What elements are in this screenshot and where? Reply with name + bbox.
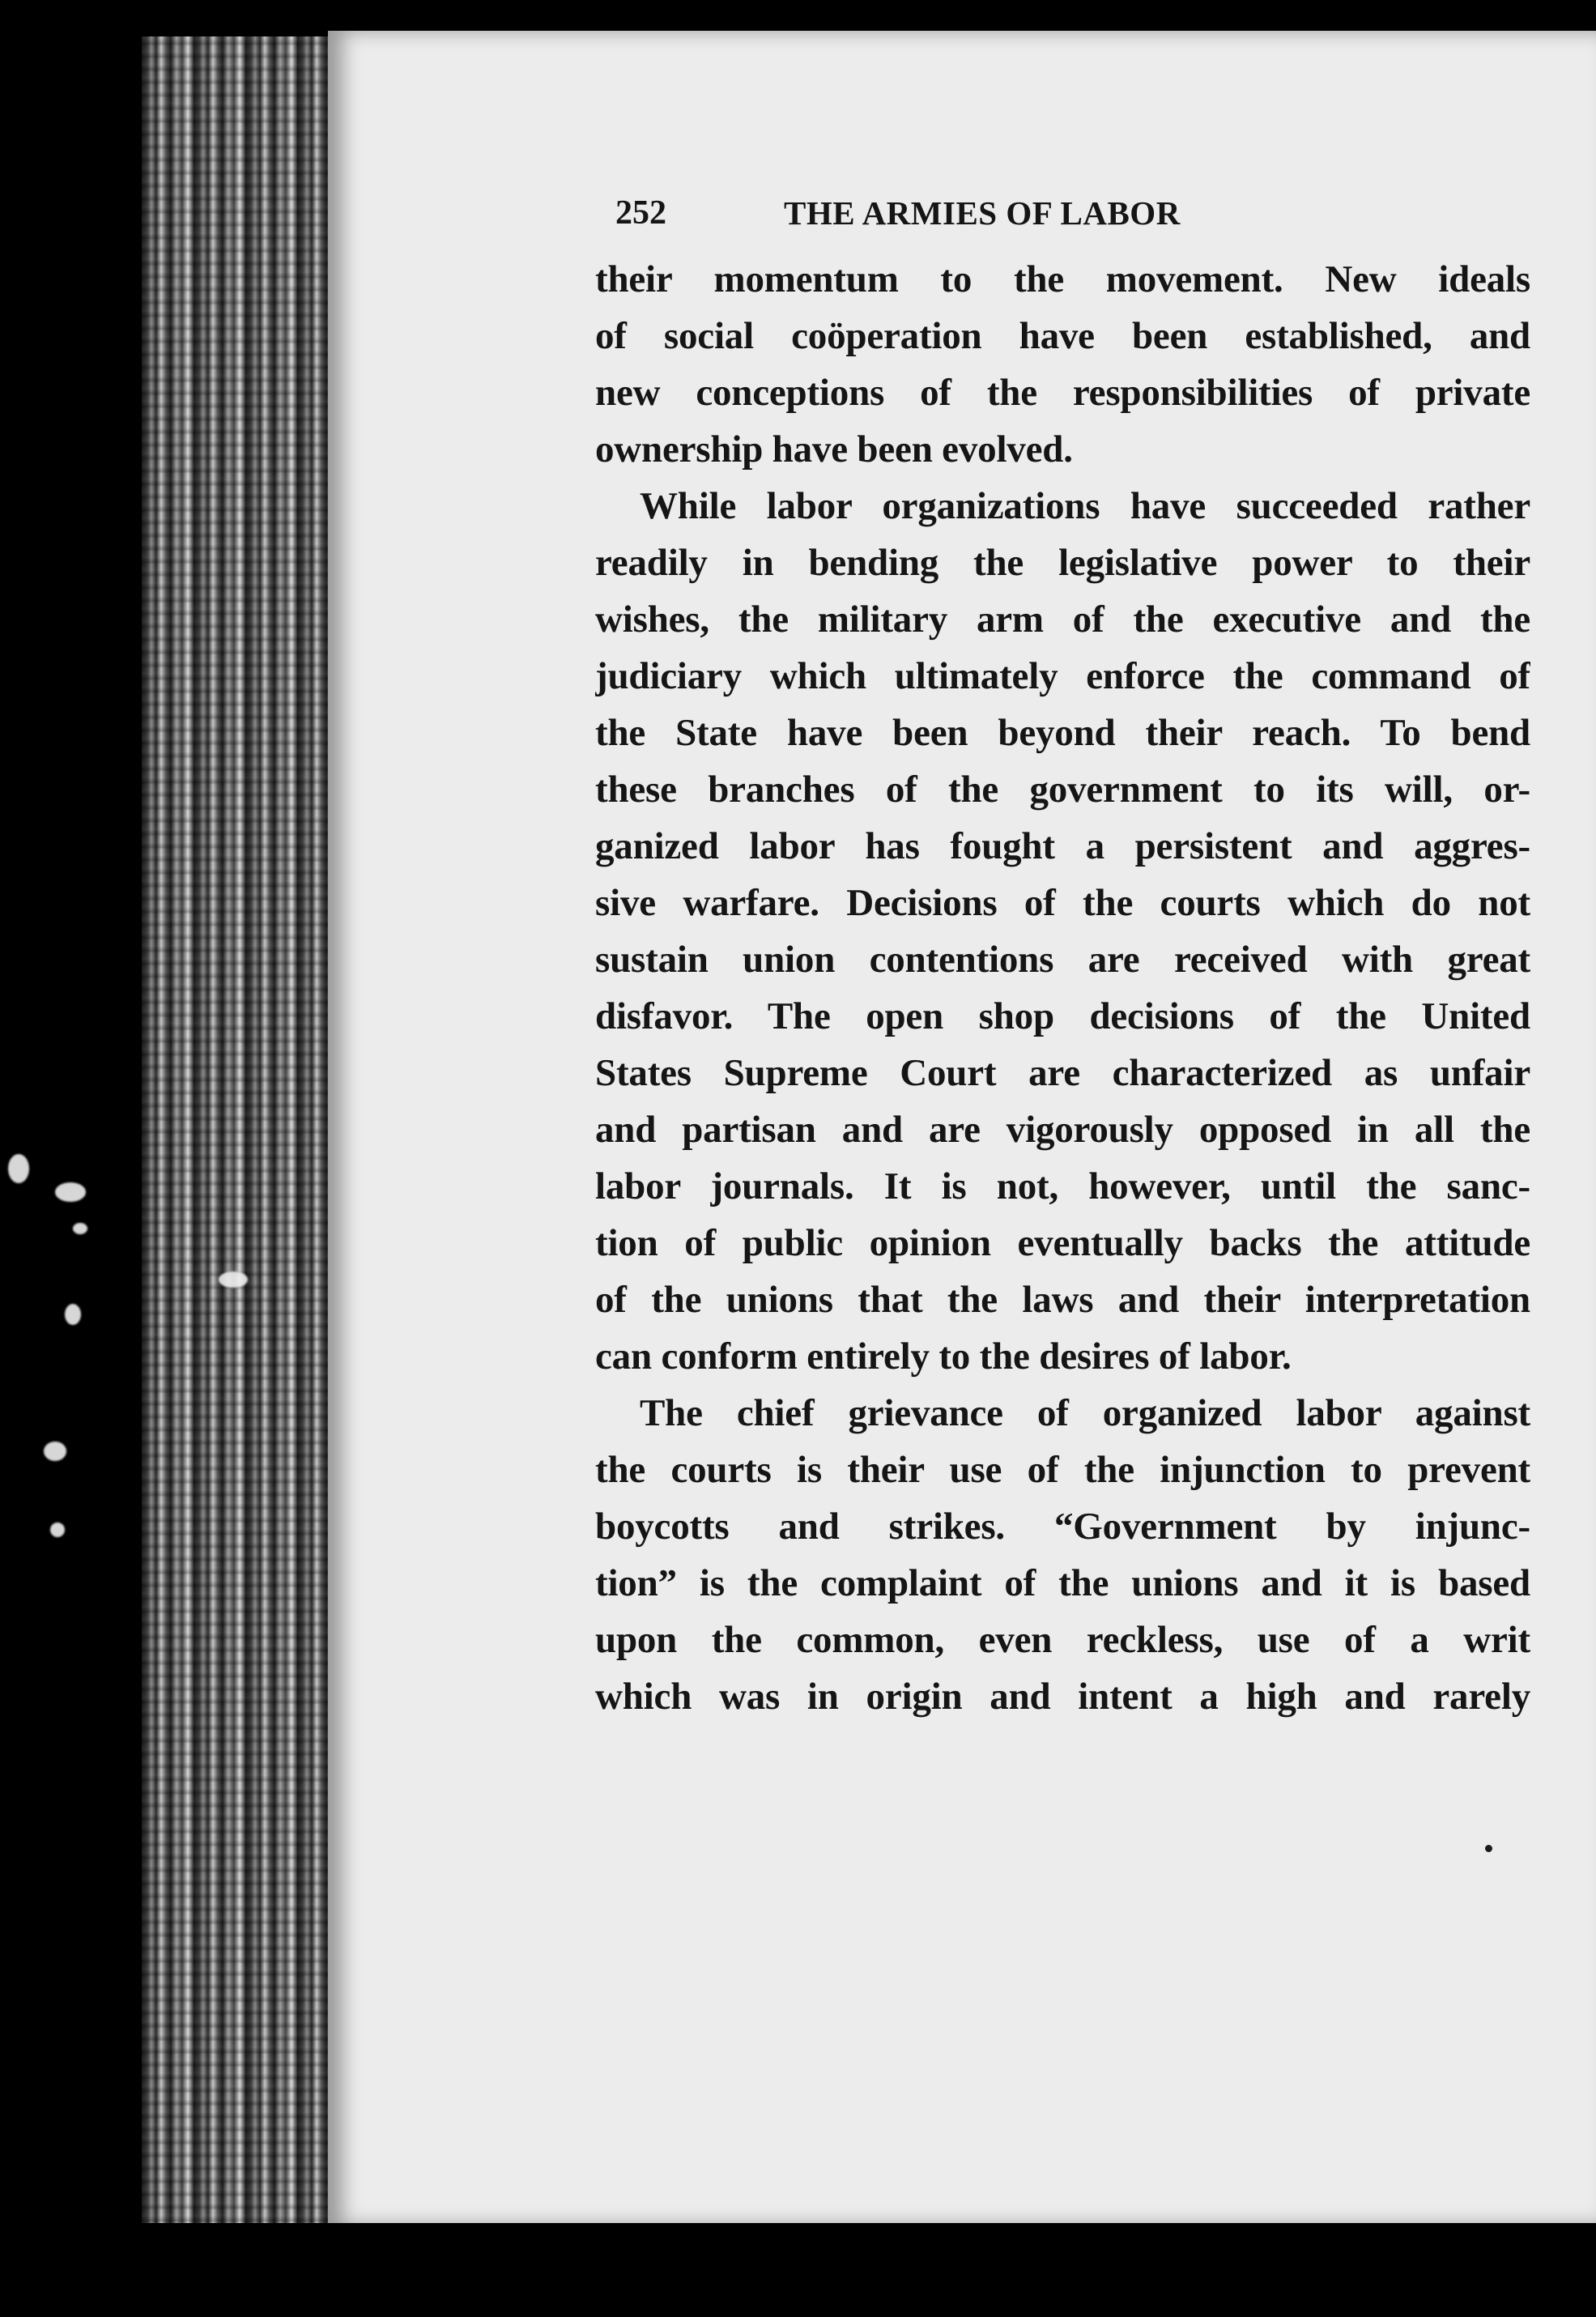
text-line: disfavor. The open shop decisions of the United xyxy=(595,995,1530,1037)
paragraph-3 xyxy=(595,1385,1530,1725)
text-line: of social coöperation have been established, and xyxy=(595,315,1530,357)
page-number: 252 xyxy=(615,194,666,232)
text-line: sive warfare. Decisions of the courts which do not xyxy=(595,882,1530,924)
text-line: their momentum to the movement. New ideals xyxy=(595,258,1530,300)
text-line: tion” is the complaint of the unions and it is based xyxy=(595,1562,1530,1604)
book-spine xyxy=(142,36,340,2223)
scan-speckle xyxy=(44,1442,66,1461)
text-line: and partisan and are vigorously opposed in all the xyxy=(595,1109,1530,1151)
text-line: sustain union contentions are received with great xyxy=(595,939,1530,981)
running-head: THE ARMIES OF LABOR xyxy=(784,194,1181,232)
text-line: boycotts and strikes. “Government by injunc- xyxy=(595,1506,1530,1548)
text-line: can conform entirely to the desires of labor. xyxy=(595,1335,1292,1378)
scan-mark xyxy=(1485,1845,1492,1852)
scan-speckle xyxy=(73,1223,87,1234)
text-line: upon the common, even reckless, use of a writ xyxy=(595,1619,1530,1661)
page-bottom-shadow xyxy=(267,2223,1596,2317)
text-line: While labor organizations have succeeded rather xyxy=(640,485,1530,527)
text-line: which was in origin and intent a high and rarely xyxy=(595,1676,1530,1718)
paragraph-2 xyxy=(595,478,1530,1385)
text-line: tion of public opinion eventually backs the attitude xyxy=(595,1222,1530,1264)
text-line: States Supreme Court are characterized as unfair xyxy=(595,1052,1530,1094)
paragraph-1 xyxy=(595,251,1530,478)
text-line: judiciary which ultimately enforce the command of xyxy=(595,655,1530,697)
text-line: of the unions that the laws and their interpretation xyxy=(595,1279,1530,1321)
text-line: The chief grievance of organized labor against xyxy=(640,1392,1530,1434)
body-text xyxy=(595,251,1530,1725)
scan-speckle xyxy=(219,1271,248,1288)
page-header xyxy=(615,189,1409,237)
text-line: readily in bending the legislative power to their xyxy=(595,542,1530,584)
text-line: these branches of the government to its will, or- xyxy=(595,769,1530,811)
scan-speckle xyxy=(55,1182,86,1202)
text-line: labor journals. It is not, however, until the sanc- xyxy=(595,1165,1530,1207)
text-line: wishes, the military arm of the executive and the xyxy=(595,598,1530,641)
scan-speckle xyxy=(50,1523,65,1537)
text-line: ownership have been evolved. xyxy=(595,428,1073,471)
scan-speckle xyxy=(8,1154,29,1183)
text-line: ganized labor has fought a persistent and aggres- xyxy=(595,825,1530,867)
text-line: new conceptions of the responsibilities of private xyxy=(595,372,1530,414)
scan-speckle xyxy=(65,1304,81,1325)
text-line: the courts is their use of the injunction to prevent xyxy=(595,1449,1530,1491)
text-line: the State have been beyond their reach. To bend xyxy=(595,712,1530,754)
